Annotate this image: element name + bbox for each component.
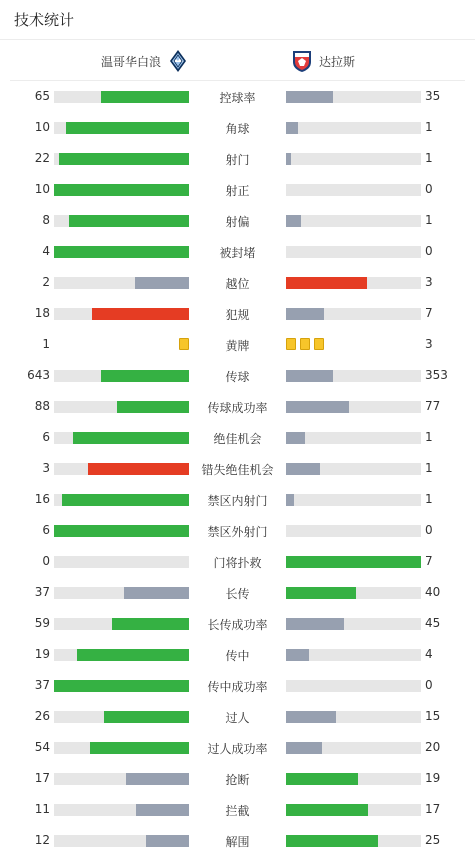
away-stat-bar-track bbox=[286, 804, 421, 816]
stats-list bbox=[0, 81, 475, 856]
home-stat-bar-track bbox=[54, 804, 189, 816]
stat-row bbox=[0, 143, 475, 174]
yellow-card-icon bbox=[179, 338, 189, 350]
home-stat-bar-track bbox=[54, 556, 189, 568]
page-title: 技术统计 bbox=[14, 11, 75, 29]
yellow-card-icon bbox=[300, 338, 310, 350]
away-stat-bar-track bbox=[286, 835, 421, 847]
away-stat-bar-track bbox=[286, 649, 421, 661]
home-stat-value: 65 bbox=[34, 89, 50, 103]
home-stat-bar-fill bbox=[92, 308, 189, 320]
home-stat-bar-track bbox=[54, 308, 189, 320]
away-stat-bar-fill bbox=[286, 587, 356, 599]
away-yellow-cards bbox=[286, 338, 324, 351]
away-stat-value: 77 bbox=[425, 399, 441, 413]
away-stat-bar-track bbox=[286, 277, 421, 289]
vancouver-whitecaps-crest-icon bbox=[168, 49, 188, 73]
away-stat-value: 25 bbox=[425, 833, 441, 847]
stat-row bbox=[0, 515, 475, 546]
stat-label: 越位 bbox=[225, 277, 250, 291]
home-stat-bar-fill bbox=[59, 153, 189, 165]
home-stat-value: 3 bbox=[42, 461, 50, 475]
home-stat-bar-fill bbox=[54, 246, 189, 258]
away-stat-bar-fill bbox=[286, 494, 294, 506]
away-stat-bar-fill bbox=[286, 153, 291, 165]
stat-row bbox=[0, 484, 475, 515]
stat-label: 射正 bbox=[225, 184, 250, 198]
fc-dallas-crest-icon bbox=[291, 49, 313, 73]
away-stat-value: 40 bbox=[425, 585, 441, 599]
away-stat-bar-track bbox=[286, 618, 421, 630]
stat-label: 绝佳机会 bbox=[213, 432, 262, 446]
away-stat-bar-fill bbox=[286, 804, 368, 816]
away-stat-bar-track bbox=[286, 463, 421, 475]
stat-label: 被封堵 bbox=[219, 246, 256, 260]
stat-row bbox=[0, 112, 475, 143]
home-team-name: 温哥华白浪 bbox=[101, 55, 162, 69]
away-stat-bar-fill bbox=[286, 463, 320, 475]
home-stat-bar-track bbox=[54, 835, 189, 847]
away-stat-value: 1 bbox=[425, 492, 433, 506]
stat-label: 抢断 bbox=[225, 773, 250, 787]
home-stat-value: 22 bbox=[34, 151, 50, 165]
stat-row bbox=[0, 422, 475, 453]
stat-row bbox=[0, 825, 475, 856]
away-team-name: 达拉斯 bbox=[319, 55, 356, 69]
home-stat-bar-fill bbox=[73, 432, 189, 444]
home-stat-bar-fill bbox=[135, 277, 189, 289]
away-stat-bar-track bbox=[286, 308, 421, 320]
away-stat-bar-track bbox=[286, 246, 421, 258]
home-stat-bar-fill bbox=[54, 184, 189, 196]
away-stat-value: 1 bbox=[425, 430, 433, 444]
home-stat-bar-track bbox=[54, 463, 189, 475]
home-stat-bar-track bbox=[54, 91, 189, 103]
home-stat-bar-fill bbox=[77, 649, 189, 661]
stat-row bbox=[0, 81, 475, 112]
away-stat-bar-fill bbox=[286, 649, 309, 661]
stat-label: 过人成功率 bbox=[207, 742, 268, 756]
stat-label: 长传成功率 bbox=[207, 618, 268, 632]
home-stat-bar-fill bbox=[117, 401, 189, 413]
away-stat-bar-track bbox=[286, 184, 421, 196]
home-stat-bar-track bbox=[54, 153, 189, 165]
home-stat-bar-track bbox=[54, 618, 189, 630]
stat-label: 传中 bbox=[225, 649, 250, 663]
home-stat-bar-fill bbox=[62, 494, 189, 506]
away-stat-bar-track bbox=[286, 153, 421, 165]
away-stat-value: 17 bbox=[425, 802, 441, 816]
away-stat-value: 0 bbox=[425, 244, 433, 258]
home-stat-bar-track bbox=[54, 587, 189, 599]
home-stat-bar-track bbox=[54, 122, 189, 134]
home-stat-bar-fill bbox=[101, 91, 189, 103]
home-stat-bar-fill bbox=[104, 711, 189, 723]
away-stat-bar-fill bbox=[286, 711, 336, 723]
away-stat-value: 15 bbox=[425, 709, 441, 723]
stat-row bbox=[0, 391, 475, 422]
away-stat-bar-fill bbox=[286, 773, 358, 785]
away-stat-value: 3 bbox=[425, 337, 433, 351]
away-stat-value: 7 bbox=[425, 306, 433, 320]
home-stat-bar-track bbox=[54, 277, 189, 289]
stat-label: 控球率 bbox=[219, 91, 256, 105]
away-stat-value: 353 bbox=[425, 368, 448, 382]
away-stat-bar-track bbox=[286, 680, 421, 692]
stat-label: 传中成功率 bbox=[207, 680, 268, 694]
home-stat-bar-fill bbox=[126, 773, 189, 785]
away-stat-bar-track bbox=[286, 556, 421, 568]
stat-row bbox=[0, 453, 475, 484]
away-stat-bar-fill bbox=[286, 556, 421, 568]
home-stat-value: 18 bbox=[34, 306, 50, 320]
away-stat-bar-track bbox=[286, 122, 421, 134]
away-stat-bar-fill bbox=[286, 401, 349, 413]
home-stat-value: 11 bbox=[34, 802, 50, 816]
away-stat-bar-fill bbox=[286, 370, 333, 382]
away-stat-bar-track bbox=[286, 370, 421, 382]
home-stat-value: 16 bbox=[34, 492, 50, 506]
away-stat-bar-fill bbox=[286, 835, 378, 847]
header bbox=[0, 0, 475, 40]
home-stat-value: 17 bbox=[34, 771, 50, 785]
stat-row bbox=[0, 608, 475, 639]
stat-label: 禁区内射门 bbox=[207, 494, 268, 508]
stat-label: 射偏 bbox=[225, 215, 250, 229]
away-stat-value: 35 bbox=[425, 89, 441, 103]
home-stat-bar-track bbox=[54, 680, 189, 692]
stat-row bbox=[0, 236, 475, 267]
home-stat-value: 88 bbox=[34, 399, 50, 413]
stat-row bbox=[0, 763, 475, 794]
stat-label: 长传 bbox=[225, 587, 250, 601]
away-stat-value: 0 bbox=[425, 182, 433, 196]
home-stat-bar-track bbox=[54, 649, 189, 661]
stat-label: 错失绝佳机会 bbox=[201, 463, 274, 477]
home-stat-bar-fill bbox=[66, 122, 189, 134]
home-stat-bar-fill bbox=[112, 618, 189, 630]
home-stat-bar-fill bbox=[101, 370, 189, 382]
stat-row bbox=[0, 360, 475, 391]
home-stat-value: 37 bbox=[34, 678, 50, 692]
home-stat-bar-track bbox=[54, 742, 189, 754]
home-stat-value: 59 bbox=[34, 616, 50, 630]
away-stat-bar-track bbox=[286, 91, 421, 103]
home-stat-value: 8 bbox=[42, 213, 50, 227]
stat-row bbox=[0, 174, 475, 205]
away-stat-value: 7 bbox=[425, 554, 433, 568]
home-stat-value: 2 bbox=[42, 275, 50, 289]
home-stat-bar-fill bbox=[69, 215, 189, 227]
home-stat-bar-fill bbox=[136, 804, 189, 816]
away-stat-bar-track bbox=[286, 494, 421, 506]
stat-label: 角球 bbox=[225, 122, 250, 136]
home-stat-value: 19 bbox=[34, 647, 50, 661]
home-stat-bar-track bbox=[54, 432, 189, 444]
stat-label: 禁区外射门 bbox=[207, 525, 268, 539]
home-stat-bar-track bbox=[54, 184, 189, 196]
stat-row bbox=[0, 577, 475, 608]
away-stat-value: 1 bbox=[425, 461, 433, 475]
home-stat-bar-fill bbox=[90, 742, 189, 754]
stat-label: 黄牌 bbox=[225, 339, 250, 353]
home-stat-value: 1 bbox=[42, 337, 50, 351]
away-stat-value: 4 bbox=[425, 647, 433, 661]
home-stat-value: 26 bbox=[34, 709, 50, 723]
home-stat-bar-track bbox=[54, 215, 189, 227]
home-stat-value: 4 bbox=[42, 244, 50, 258]
away-stat-bar-track bbox=[286, 215, 421, 227]
away-stat-value: 1 bbox=[425, 120, 433, 134]
home-stat-bar-track bbox=[54, 711, 189, 723]
stat-row bbox=[0, 546, 475, 577]
stat-label: 过人 bbox=[225, 711, 250, 725]
home-stat-bar-track bbox=[54, 494, 189, 506]
away-stat-bar-track bbox=[286, 525, 421, 537]
home-stat-bar-fill bbox=[54, 525, 189, 537]
home-stat-bar-track bbox=[54, 370, 189, 382]
away-stat-bar-track bbox=[286, 432, 421, 444]
away-stat-value: 19 bbox=[425, 771, 441, 785]
home-stat-bar-track bbox=[54, 773, 189, 785]
home-stat-value: 643 bbox=[27, 368, 50, 382]
away-stat-value: 3 bbox=[425, 275, 433, 289]
home-stat-value: 0 bbox=[42, 554, 50, 568]
home-stat-bar-fill bbox=[146, 835, 189, 847]
away-stat-value: 1 bbox=[425, 213, 433, 227]
home-yellow-cards bbox=[179, 338, 189, 351]
home-stat-value: 10 bbox=[34, 182, 50, 196]
away-stat-bar-track bbox=[286, 587, 421, 599]
home-stat-value: 6 bbox=[42, 430, 50, 444]
stat-label: 传球 bbox=[225, 370, 250, 384]
home-stat-value: 10 bbox=[34, 120, 50, 134]
stat-label: 解围 bbox=[225, 835, 250, 849]
stat-row bbox=[0, 732, 475, 763]
home-stat-value: 37 bbox=[34, 585, 50, 599]
home-stat-bar-fill bbox=[124, 587, 189, 599]
stat-row bbox=[0, 670, 475, 701]
teams-header bbox=[10, 41, 465, 81]
stat-row bbox=[0, 329, 475, 360]
stat-row bbox=[0, 639, 475, 670]
away-stat-bar-fill bbox=[286, 618, 344, 630]
away-stat-bar-track bbox=[286, 401, 421, 413]
away-stat-value: 0 bbox=[425, 678, 433, 692]
stat-row bbox=[0, 701, 475, 732]
home-stat-bar-track bbox=[54, 525, 189, 537]
home-stat-bar-track bbox=[54, 401, 189, 413]
away-stat-bar-fill bbox=[286, 432, 305, 444]
away-stat-value: 45 bbox=[425, 616, 441, 630]
home-stat-value: 6 bbox=[42, 523, 50, 537]
away-stat-bar-fill bbox=[286, 308, 324, 320]
away-stat-value: 20 bbox=[425, 740, 441, 754]
yellow-card-icon bbox=[314, 338, 324, 350]
away-stat-value: 0 bbox=[425, 523, 433, 537]
stat-label: 拦截 bbox=[225, 804, 250, 818]
stat-row bbox=[0, 298, 475, 329]
home-stat-value: 54 bbox=[34, 740, 50, 754]
away-stat-bar-fill bbox=[286, 91, 333, 103]
stat-label: 射门 bbox=[225, 153, 250, 167]
home-stat-bar-fill bbox=[54, 680, 189, 692]
home-stat-bar-fill bbox=[88, 463, 189, 475]
stat-row bbox=[0, 794, 475, 825]
away-stat-bar-track bbox=[286, 742, 421, 754]
away-stat-bar-fill bbox=[286, 215, 301, 227]
stat-row bbox=[0, 205, 475, 236]
home-stat-value: 12 bbox=[34, 833, 50, 847]
stat-label: 传球成功率 bbox=[207, 401, 268, 415]
home-stat-bar-track bbox=[54, 246, 189, 258]
stat-label: 门将扑救 bbox=[213, 556, 262, 570]
away-stat-bar-track bbox=[286, 773, 421, 785]
stat-label: 犯规 bbox=[225, 308, 250, 322]
away-stat-bar-fill bbox=[286, 122, 298, 134]
away-stat-bar-fill bbox=[286, 277, 367, 289]
away-stat-bar-track bbox=[286, 711, 421, 723]
yellow-card-icon bbox=[286, 338, 296, 350]
stat-row bbox=[0, 267, 475, 298]
away-stat-value: 1 bbox=[425, 151, 433, 165]
away-stat-bar-fill bbox=[286, 742, 322, 754]
